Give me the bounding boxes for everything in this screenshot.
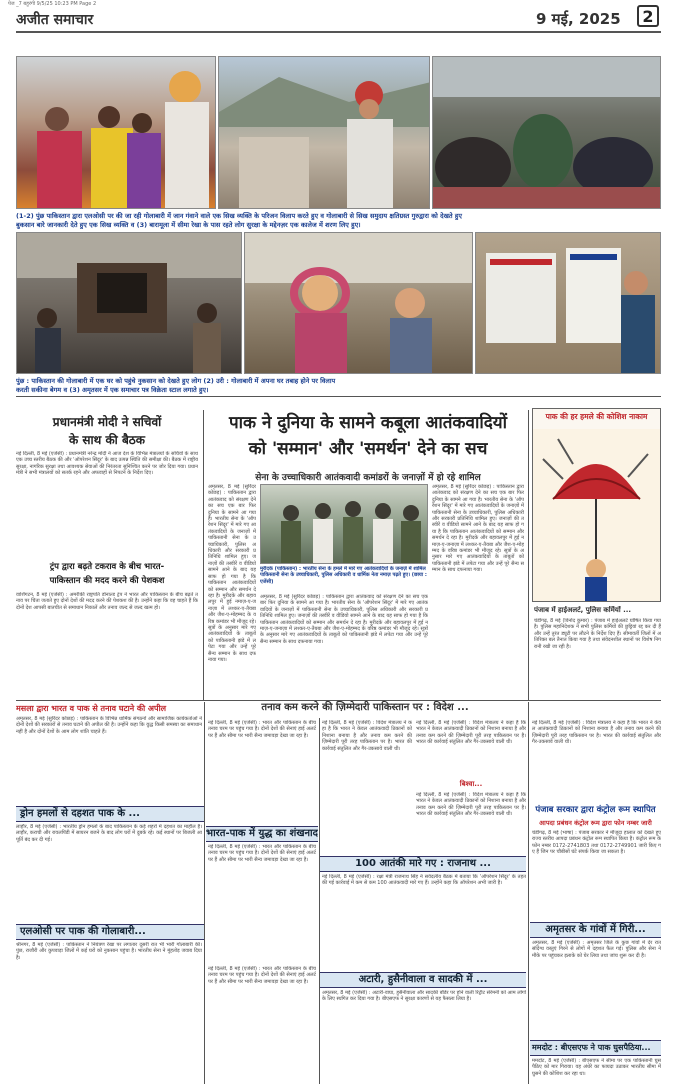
loc-body: श्रीनगर, 8 मई (एजेंसी) : पाकिस्तान ने नियंत्रण रेखा पर लगातार दूसरी रात भी भारी गोलाबारी की। पुंछ, राजौरी और कुपवाड़ा जिलों में कई घरों को नुकसान पहुंचा है। भारतीय सेना ने मुंहतोड़ जवाब दिया है।: [16, 942, 202, 961]
cartoon-body: चंडीगढ़, 8 मई (विनोद कुमार) : पंजाब में हाईअलर्ट घोषित किया गया है। पुलिस महानिदेशक ने सभी पुलिस कर्मियों की छुट्टियां रद्द कर दी हैं और उन्हें तुरंत ड्यूटी पर लौटने के निर्देश दिए हैं। सीमावर्ती जिलों में अतिरिक्त बल तैनात किया गया है तथा संवेदनशील स्थानों पर विशेष निगरानी रखी जा रही है।: [534, 618, 661, 650]
terrorists-headline: 100 आतंकी मारे गए : राजनाथ ...: [320, 856, 526, 872]
trump-headline-2: पाकिस्तान की मदद करने की पेशकश: [49, 576, 165, 586]
main-headline-2: को 'सम्मान' और 'समर्थन' देने का सच: [248, 439, 488, 459]
war-body: नई दिल्ली, 8 मई (एजेंसी) : भारत और पाकिस्तान के बीच तनाव चरम पर पहुंच गया है। दोनों देशों की सेनाएं हाई अलर्ट पर हैं और सीमा पर भारी सैन्य जमावड़ा देखा जा रहा है।: [208, 844, 316, 863]
photo-poonch-mourners: [16, 56, 216, 209]
attari-body: अमृतसर, 8 मई (एजेंसी) : अटारी-वाघा, हुसैनीवाला और सादकी बॉर्डर पर होने वाली रिट्रीट सेरेमनी को आम लोगों के लिए स्थगित कर दिया गया है। बीएसएफ ने सुरक्षा कारणों से यह फैसला लिया है।: [322, 990, 526, 1003]
amritsar-headline: अमृतसर के गांवों में गिरी...: [530, 922, 661, 938]
duty-body-3: नई दिल्ली, 8 मई (एजेंसी) : विदेश मंत्रालय ने कहा है कि भारत ने केवल आतंकवादी ठिकानों को निशाना बनाया है और तनाव कम करने की ज़िम्मेदारी पूरी तरह पाकिस्तान पर है। भारत की कार्रवाई संतुलित और गैर-उकसावे वाली थी।: [416, 792, 526, 818]
duty-body-1: नई दिल्ली, 8 मई (एजेंसी) : विदेश मंत्रालय ने कहा है कि भारत ने केवल आतंकवादी ठिकानों को निशाना बनाया है और तनाव कम करने की ज़िम्मेदारी पूरी तरह पाकिस्तान पर है। भारत की कार्रवाई संतुलित और गैर-उकसावे वाली थी।: [322, 720, 412, 752]
amritsar-body: अमृतसर, 8 मई (एजेंसी) : अमृतसर जिले के कुछ गांवों में देर रात संदिग्ध वस्तुएं गिरने से लोगों में दहशत फैल गई। पुलिस और सेना ने मौके पर पहुंचकर इलाके को घेर लिया तथा जांच शुरू कर दी है।: [532, 940, 661, 959]
top-photos-caption-2: बुकसान बारे जानकारी देते हुए एक सिख व्यक्ति व (3) बारामूला में सीमा रेखा के पास रहते लोग सुरक्षा के मद्देनज़र एक कालेज में शरण लिए हुए।: [16, 221, 361, 229]
lower-rule-2: [319, 718, 320, 1084]
duty-subheadline: बिश्वा...: [459, 780, 483, 788]
ceasefire-body: अमृतसर, 8 मई (सुरिंदर कोछड़) : पाकिस्तान के विभिन्न धार्मिक संगठनों और सामाजिक कार्यकर्ताओं ने दोनों देशों की सरकारों से तनाव घटाने की अपील की है। उन्होंने कहा कि युद्ध किसी समस्या का समाधान नहीं है और दोनों देशों के आम लोग शांति चाहते हैं।: [16, 716, 202, 735]
modi-body: नई दिल्ली, 8 मई (एजेंसी) : प्रधानमंत्री नरेन्द्र मोदी ने आज देश के विभिन्न मंत्रालयों के सचिवों के साथ एक उच्च स्तरीय बैठक की और 'ऑपरेशन सिंदूर' के बाद उत्पन्न स्थिति की समीक्षा की। बैठक में राष्ट्रीय सुरक्षा, नागरिक सुरक्षा तथा आवश्यक सेवाओं की निरंतरता सुनिश्चित करने पर जोर दिया गया। प्रधानमंत्री ने सभी मंत्रालयों को सतर्क रहने और अफवाहों से निपटने के निर्देश दिए।: [16, 451, 198, 477]
photo-amritsar-newspaper-stall: [475, 232, 661, 374]
modi-headline-2: के साथ की बैठक: [68, 433, 145, 447]
modi-headline-1: प्रधानमंत्री मोदी ने सचिवों: [52, 415, 162, 429]
scan-info: पेज _7 बहुरंगी 9/5/25 10:23 PM Page 2: [8, 1, 97, 7]
cartoon-drawing: [533, 409, 660, 601]
lower-rule-3: [528, 702, 529, 1084]
control-room-headline: पंजाब सरकार द्वारा कंट्रोल रूम स्थापित: [535, 805, 656, 815]
second-photos-caption-2: करती सकीना बेगम व (3) अमृतसर में एक समाचार पत्र विक्रेता स्टाल लगाते हुए।: [16, 386, 209, 394]
photo-baramulla-college: [432, 56, 661, 209]
photos-rule: [16, 396, 661, 397]
page-date: 9 मई, 2025: [536, 10, 621, 28]
photo-poonch-damaged-house: [16, 232, 242, 374]
cartoon-box: [532, 408, 661, 602]
photo-pak-funeral: [260, 484, 428, 564]
war-body-2: नई दिल्ली, 8 मई (एजेंसी) : भारत और पाकिस्तान के बीच तनाव चरम पर पहुंच गया है। दोनों देशों की सेनाएं हाई अलर्ट पर हैं और सीमा पर भारी सैन्य जमावड़ा देखा जा रहा है।: [208, 966, 316, 985]
top-photos-caption-1: (1-2) पुंछ पाकिस्तान द्वारा एलओसी पर की जा रही गोलाबारी में जान गंवाने वाले एक सिख व्यक्ति के परिजन विलाप करते हुए व गोलाबारी से सिख समुदाय क्षतिग्रस्त गुरुद्वारा को देखते हुए: [16, 212, 462, 220]
ceasefire-headline: मसला द्वारा भारत व पाक से तनाव घटाने की अपील: [16, 704, 167, 713]
duty-headline: तनाव कम करने की ज़िम्मेदारी पाकिस्तान पर : विदेश ...: [205, 701, 525, 717]
duty-body-2: नई दिल्ली, 8 मई (एजेंसी) : विदेश मंत्रालय ने कहा है कि भारत ने केवल आतंकवादी ठिकानों को निशाना बनाया है और तनाव कम करने की ज़िम्मेदारी पूरी तरह पाकिस्तान पर है। भारत की कार्रवाई संतुलित और गैर-उकसावे वाली थी।: [416, 720, 526, 746]
control-room-body: चंडीगढ़, 8 मई (भाषा) : पंजाब सरकार ने मौजूदा हालात को देखते हुए राज्य स्तरीय आपदा प्रबंधन कंट्रोल रूम स्थापित किया है। कंट्रोल रूम के फोन नम्बर 0172-2741803 तथा 0172-2749901 जारी किए गए हैं जिन पर चौबीसों घंटे संपर्क किया जा सकता है।: [532, 830, 661, 856]
main-right-rule: [528, 410, 529, 700]
war-headline: भारत-पाक में युद्ध का शंखनाद: [206, 826, 318, 842]
lower-rule-1: [204, 702, 205, 1084]
photo-uri-woman: [244, 232, 473, 374]
terrorists-body: नई दिल्ली, 8 मई (एजेंसी) : रक्षा मंत्री राजनाथ सिंह ने सर्वदलीय बैठक में बताया कि 'ऑपरेशन सिंदूर' के तहत की गई कार्रवाई में कम से कम 100 आतंकवादी मारे गए हैं। उन्होंने कहा कि ऑपरेशन अभी जारी है।: [322, 874, 526, 887]
drone-body: लाहौर, 8 मई (एजेंसी) : भारतीय ड्रोन हमलों के बाद पाकिस्तान के कई शहरों में दहशत का माहौल है। लाहौर, कराची और रावलपिंडी में सायरन बजने के बाद लोग घरों में दुबके रहे। कई स्थानों पर बिजली आपूर्ति बंद कर दी गई।: [16, 824, 202, 843]
second-photos-caption-1: पुंछ : पाकिस्तान की गोलाबारी में एक घर को पहुंचे नुकसान को देखते हुए लोग (2) उरी : गोलाबारी में अपना घर तबाह होने पर विलाप: [16, 377, 336, 385]
main-body-mid: अमृतसर, 8 मई (सुरिंदर कोछड़) : पाकिस्तान द्वारा आतंकवाद को संरक्षण देने का सच एक बार फिर दुनिया के सामने आ गया है। भारतीय सेना के 'ऑपरेशन सिंदूर' में मारे गए आतंकवादियों के जनाज़ों में पाकिस्तानी सेना के उच्चाधिकारी, पुलिस अधिकारी और सरकारी प्रतिनिधि शामिल हुए। जनाज़ों की तस्वीरें व वीडियो सामने आने के बाद यह साफ हो गया है कि पाकिस्तान आतंकवादियों को सम्मान और समर्थन दे रहा है। मुरीदके और बहावलपुर में हुई नमाज़-ए-जनाज़ा में लश्कर-ए-तैयबा और जैश-ए-मोहम्मद के वरिष्ठ कमांडर भी मौजूद रहे। सूत्रों के अनुसार मारे गए आतंकवादियों के ताबूतों को पाकिस्तानी झंडे में लपेटा गया और उन्हें पूरे सैन्य सम्मान के साथ दफनाया गया।: [260, 594, 428, 645]
loc-headline: एलओसी पर पाक की गोलाबारी...: [16, 924, 204, 940]
header-rule: [16, 31, 661, 33]
cartoon-title: पाक की हर हमले की कोशिश नाकाम: [545, 412, 648, 421]
main-photo-caption: मुरीदके (पाकिस्तान) : भारतीय सेना के हमले में मारे गए आतंकवादियों के जनाज़े में शामिल पाकिस्तानी सेना के उच्चाधिकारी, पुलिस अधिकारी व धार्मिक नेता नमाज़ पढ़ते हुए। (छाया : एजेंसी): [260, 566, 427, 585]
trump-headline-1: ट्रंप द्वारा बढ़ते टकराव के बीच भारत-: [49, 562, 165, 572]
control-room-subheadline: आपदा प्रबंधन कंट्रोल रूम द्वारा फोन नम्बर जारी: [539, 819, 652, 827]
main-headline-1: पाक ने दुनिया के सामने कबूला आतंकवादियों: [228, 413, 508, 433]
attari-headline: अटारी, हुसैनीवाला व सादकी में ...: [320, 972, 526, 988]
photo-gurudwara-man: [218, 56, 430, 209]
trump-body: वाशिंगटन, 8 मई (एजेंसी) : अमरीकी राष्ट्रपति डोनाल्ड ट्रंप ने भारत और पाकिस्तान के बीच बढ़ते तनाव पर चिंता जताते हुए दोनों देशों की मदद करने की पेशकश की है। उन्होंने कहा कि वह चाहते हैं कि दोनों देश आपसी बातचीत से समाधान निकालें और तनाव जल्द से जल्द खत्म हो।: [16, 592, 198, 611]
right-top-body: नई दिल्ली, 8 मई (एजेंसी) : विदेश मंत्रालय ने कहा है कि भारत ने केवल आतंकवादी ठिकानों को निशाना बनाया है और तनाव कम करने की ज़िम्मेदारी पूरी तरह पाकिस्तान पर है। भारत की कार्रवाई संतुलित और गैर-उकसावे वाली थी।: [532, 720, 661, 746]
paper-name: अजीत समाचार: [16, 12, 94, 28]
bsf-body: ममदोट, 8 मई (एजेंसी) : बीएसएफ ने सीमा पर एक पाकिस्तानी घुसपैठिए को मार गिराया। वह अंधेरे का फायदा उठाकर भारतीय सीमा में घुसने की कोशिश कर रहा था।: [532, 1058, 661, 1077]
main-body-right: अमृतसर, 8 मई (सुरिंदर कोछड़) : पाकिस्तान द्वारा आतंकवाद को संरक्षण देने का सच एक बार फिर दुनिया के सामने आ गया है। भारतीय सेना के 'ऑपरेशन सिंदूर' में मारे गए आतंकवादियों के जनाज़ों में पाकिस्तानी सेना के उच्चाधिकारी, पुलिस अधिकारी और सरकारी प्रतिनिधि शामिल हुए। जनाज़ों की तस्वीरें व वीडियो सामने आने के बाद यह साफ हो गया है कि पाकिस्तान आतंकवादियों को सम्मान और समर्थन दे रहा है। मुरीदके और बहावलपुर में हुई नमाज़-ए-जनाज़ा में लश्कर-ए-तैयबा और जैश-ए-मोहम्मद के वरिष्ठ कमांडर भी मौजूद रहे। सूत्रों के अनुसार मारे गए आतंकवादियों के ताबूतों को पाकिस्तानी झंडे में लपेटा गया और उन्हें पूरे सैन्य सम्मान के साथ दफनाया गया।: [432, 484, 524, 574]
main-body-left: अमृतसर, 8 मई (सुरिंदर कोछड़) : पाकिस्तान द्वारा आतंकवाद को संरक्षण देने का सच एक बार फिर दुनिया के सामने आ गया है। भारतीय सेना के 'ऑपरेशन सिंदूर' में मारे गए आतंकवादियों के जनाज़ों में पाकिस्तानी सेना के उच्चाधिकारी, पुलिस अधिकारी और सरकारी प्रतिनिधि शामिल हुए। जनाज़ों की तस्वीरें व वीडियो सामने आने के बाद यह साफ हो गया है कि पाकिस्तान आतंकवादियों को सम्मान और समर्थन दे रहा है। मुरीदके और बहावलपुर में हुई नमाज़-ए-जनाज़ा में लश्कर-ए-तैयबा और जैश-ए-मोहम्मद के वरिष्ठ कमांडर भी मौजूद रहे। सूत्रों के अनुसार मारे गए आतंकवादियों के ताबूतों को पाकिस्तानी झंडे में लपेटा गया और उन्हें पूरे सैन्य सम्मान के साथ दफनाया गया।: [208, 484, 256, 663]
bsf-headline: ममदोट : बीएसएफ ने पाक घुसपैठिया...: [530, 1040, 661, 1056]
page-number: 2: [637, 5, 659, 27]
cartoon-caption: पंजाब में हाईअलर्ट, पुलिस कर्मियों ...: [534, 606, 632, 614]
war-intro-body: नई दिल्ली, 8 मई (एजेंसी) : भारत और पाकिस्तान के बीच तनाव चरम पर पहुंच गया है। दोनों देशों की सेनाएं हाई अलर्ट पर हैं और सीमा पर भारी सैन्य जमावड़ा देखा जा रहा है।: [208, 720, 316, 739]
drone-headline: ड्रोन हमलों से दहशत पाक के ...: [16, 806, 204, 822]
main-subheadline: सेना के उच्चाधिकारी आतंकवादी कमांडरों के जनाज़ों में हो रहे शामिल: [255, 473, 481, 483]
left-column-rule: [203, 410, 204, 700]
